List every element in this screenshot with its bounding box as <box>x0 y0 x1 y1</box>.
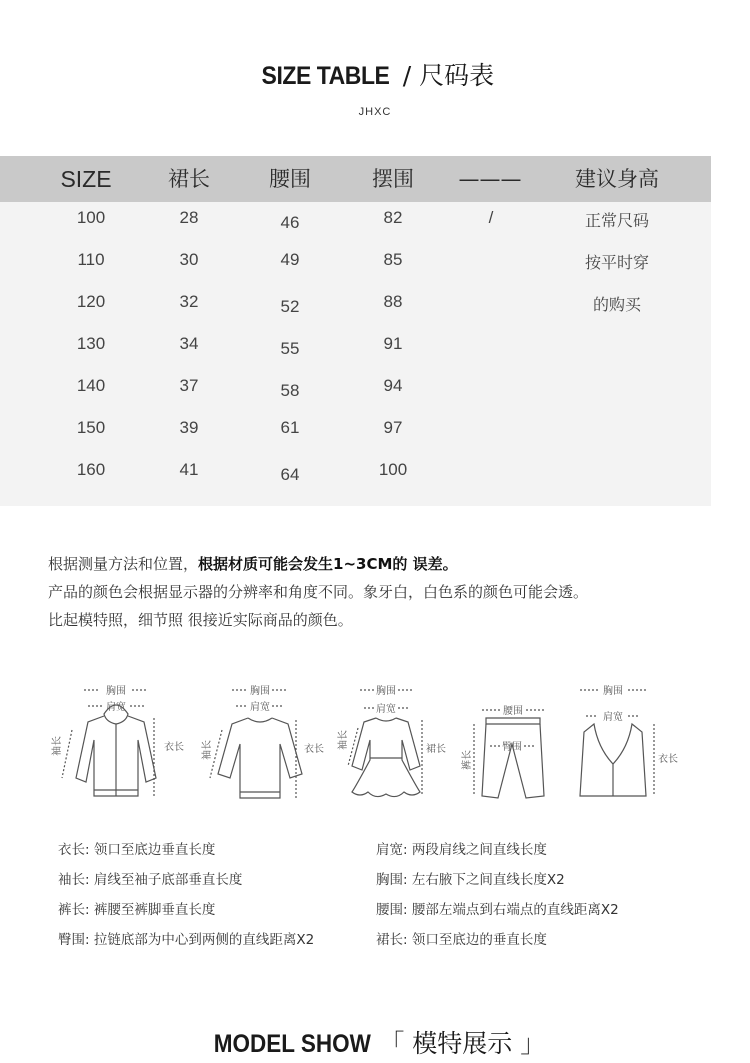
cell-skirt-length: 32 <box>179 292 199 311</box>
definition-term: 臀围: <box>58 932 90 948</box>
cell-hem: 94 <box>383 376 403 395</box>
dress-diagram <box>334 678 444 812</box>
cell-skirt-length: 41 <box>179 460 199 479</box>
cell-blank: / <box>488 208 494 227</box>
definition-desc: 领口至底边垂直长度 <box>93 842 216 858</box>
cell-size: 130 <box>76 334 106 353</box>
definition-desc: 裤腰至裤脚垂直长度 <box>93 902 216 918</box>
cell-skirt-length: 37 <box>179 376 199 395</box>
table-row <box>0 244 711 286</box>
cell-hem: 100 <box>378 460 408 479</box>
definition-term: 衣长: <box>58 842 90 858</box>
note-line-3: 比起模特照，细节照 很接近实际商品的颜色。 <box>48 611 353 629</box>
cell-waist: 46 <box>280 213 300 232</box>
cell-size: 100 <box>76 208 106 227</box>
pants-diagram <box>460 678 570 812</box>
cell-hem: 97 <box>383 418 403 437</box>
definition-term: 腰围: <box>376 902 408 918</box>
definition-desc: 左右腋下之间直线长度X2 <box>411 872 565 888</box>
cell-hem: 82 <box>383 208 403 227</box>
cell-skirt-length: 30 <box>179 250 199 269</box>
cell-size: 110 <box>77 250 105 269</box>
jacket-length-label: 衣长 <box>164 742 184 753</box>
cell-waist: 52 <box>280 297 300 316</box>
table-row <box>0 328 711 370</box>
definition-term: 裙长: <box>376 932 408 948</box>
cell-skirt-length: 34 <box>179 334 199 353</box>
jacket-shoulder-label: 肩宽 <box>106 702 126 713</box>
table-header <box>0 156 711 202</box>
col-size: SIZE <box>60 166 112 192</box>
cell-suggested-height: 正常尺码 <box>584 211 650 230</box>
sweater-diagram <box>196 678 326 812</box>
cell-skirt-length: 28 <box>179 208 199 227</box>
definition-term: 肩宽: <box>376 842 408 858</box>
cell-suggested-height: 的购买 <box>592 295 642 314</box>
note-line-1-end: 误差。 <box>407 555 458 573</box>
table-row <box>0 202 711 244</box>
note-line-1-start: 根据测量方法和位置， <box>48 555 199 573</box>
model-show-chinese: 「 模特展示 」 <box>379 1029 546 1058</box>
vest-length-label: 衣长 <box>658 754 678 765</box>
vest-chest-label: 胸围 <box>603 686 623 697</box>
jacket-sleeve-label: 袖长 <box>52 736 63 756</box>
vest-diagram <box>570 678 680 812</box>
sweater-sleeve-label: 袖长 <box>202 740 213 760</box>
title-chinese: 尺码表 <box>419 61 495 90</box>
col-hem: 摆围 <box>372 167 414 191</box>
cell-hem: 88 <box>383 292 403 311</box>
sweater-shoulder-label: 肩宽 <box>250 702 270 713</box>
measurement-diagrams <box>0 678 750 808</box>
definition-desc: 领口至底边的垂直长度 <box>411 932 547 948</box>
col-blank: ——— <box>458 167 522 191</box>
cell-hem: 85 <box>383 250 403 269</box>
col-suggested-height: 建议身高 <box>575 167 659 191</box>
cell-size: 160 <box>76 460 106 479</box>
note-line-2: 产品的颜色会根据显示器的分辨率和角度不同。象牙白，白色系的颜色可能会透。 <box>48 583 589 601</box>
table-row <box>0 370 711 412</box>
definition-item <box>376 898 619 918</box>
definition-item <box>58 868 242 888</box>
pants-length-label: 裤长 <box>462 750 473 770</box>
size-table-title <box>0 56 750 92</box>
definition-item <box>58 898 215 918</box>
sweater-length-label: 衣长 <box>304 744 324 755</box>
definition-item <box>58 928 314 948</box>
cell-skirt-length: 39 <box>179 418 199 437</box>
definition-item <box>58 838 215 858</box>
dress-shoulder-label: 肩宽 <box>376 704 396 715</box>
definition-term: 胸围: <box>376 872 408 888</box>
note-line-1 <box>48 552 728 580</box>
cell-waist: 61 <box>280 418 300 437</box>
size-table <box>0 156 711 506</box>
definition-item <box>376 868 565 888</box>
vest-shoulder-label: 肩宽 <box>603 712 623 723</box>
pants-hip-label: 臀围 <box>502 742 522 753</box>
cell-waist: 49 <box>280 250 300 269</box>
brand-name: JHXC <box>358 106 392 118</box>
table-row <box>0 454 711 496</box>
definition-desc: 肩线至袖子底部垂直长度 <box>93 872 243 888</box>
definition-item <box>376 838 547 858</box>
definition-term: 袖长: <box>58 872 90 888</box>
cell-hem: 91 <box>383 334 403 353</box>
cell-waist: 64 <box>280 465 300 484</box>
table-row <box>0 286 711 328</box>
cell-waist: 58 <box>280 381 300 400</box>
dress-sleeve-label: 袖长 <box>338 730 349 750</box>
cell-waist: 55 <box>280 339 300 358</box>
jacket-chest-label: 胸围 <box>106 686 126 697</box>
table-row <box>0 412 711 454</box>
definition-desc: 拉链底部为中心到两侧的直线距离X2 <box>93 932 315 948</box>
cell-size: 140 <box>76 376 106 395</box>
col-waist: 腰围 <box>269 167 311 191</box>
pants-waist-label: 腰围 <box>503 706 523 717</box>
title-english: SIZE TABLE <box>261 62 390 90</box>
cell-suggested-height: 按平时穿 <box>584 253 650 272</box>
sweater-chest-label: 胸围 <box>250 686 270 697</box>
dress-chest-label: 胸围 <box>376 686 396 697</box>
definition-desc: 两段肩线之间直线长度 <box>411 842 547 858</box>
definition-item <box>376 928 547 948</box>
jacket-diagram <box>44 678 184 812</box>
model-show-english: MODEL SHOW <box>213 1030 371 1058</box>
title-separator: / <box>394 61 420 90</box>
dress-length-label: 裙长 <box>426 744 446 755</box>
definition-term: 裤长: <box>58 902 90 918</box>
col-skirt-length: 裙长 <box>168 167 210 191</box>
definition-desc: 腰部左端点到右端点的直线距离X2 <box>411 902 619 918</box>
measurement-notes <box>48 552 728 636</box>
model-show-title <box>0 1024 750 1060</box>
cell-size: 150 <box>76 418 106 437</box>
note-line-1-bold: 根据材质可能会发生1~3CM的 <box>198 555 408 573</box>
cell-size: 120 <box>76 292 106 311</box>
